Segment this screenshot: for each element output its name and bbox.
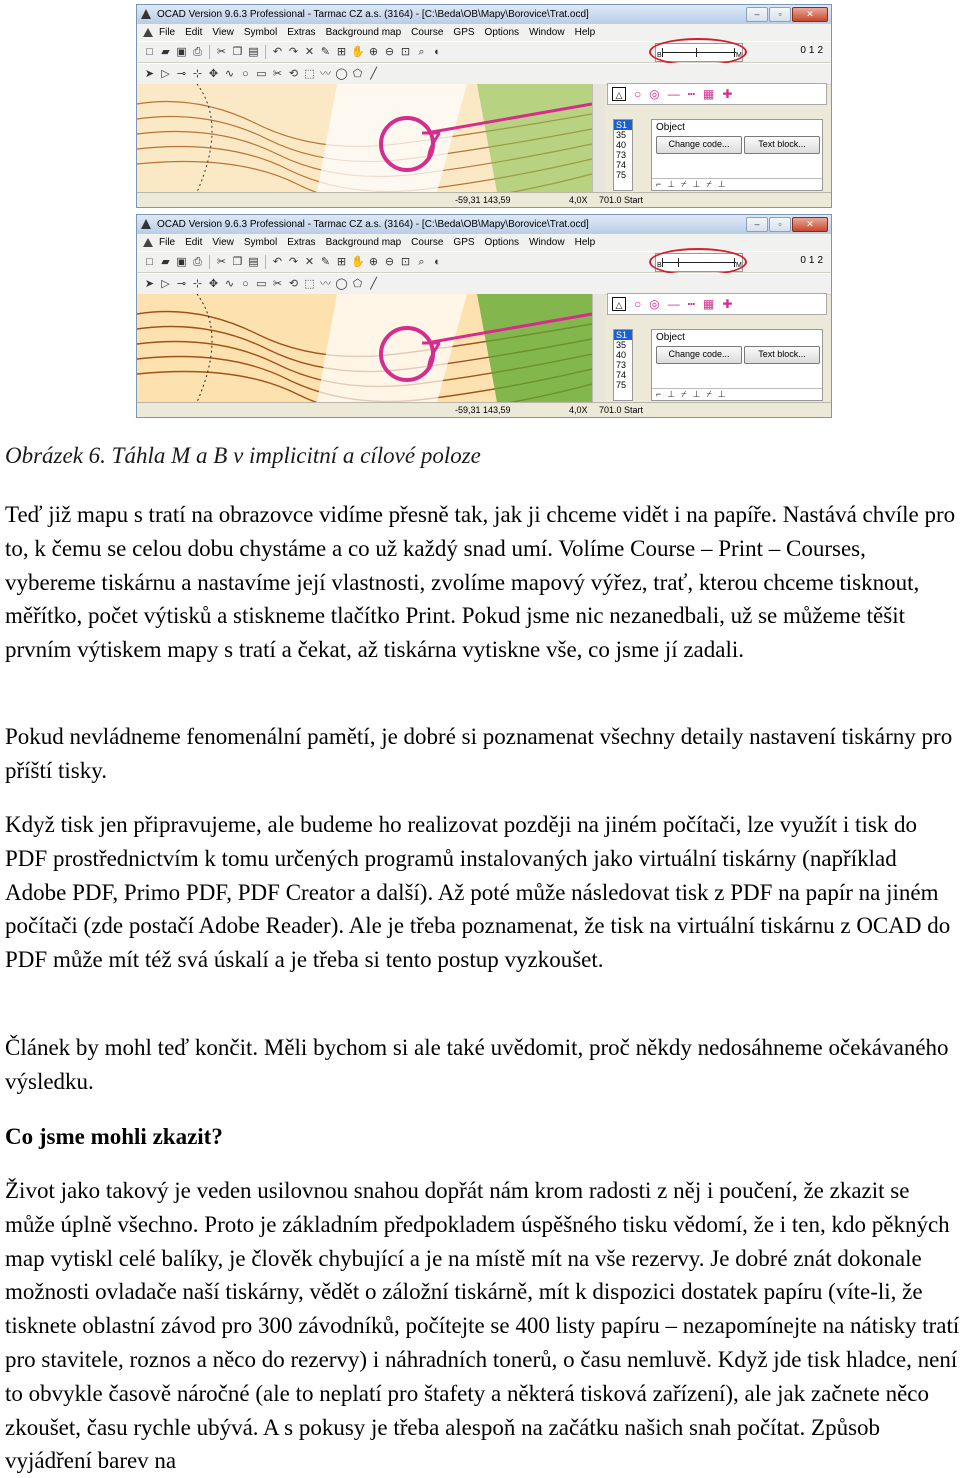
preview-icon[interactable]: ◐ bbox=[434, 255, 441, 268]
fill-icon[interactable]: ⬚ bbox=[304, 67, 315, 80]
forbidden-area-icon[interactable]: ▦ bbox=[702, 87, 715, 101]
map-drawing bbox=[137, 294, 592, 402]
vertex-tool-icon[interactable]: ⊹ bbox=[192, 67, 203, 80]
layer-1-label[interactable]: 1 bbox=[808, 45, 815, 56]
list-item[interactable]: 35 bbox=[616, 130, 627, 140]
paste-icon[interactable]: ▤ bbox=[248, 45, 259, 58]
course-panel bbox=[607, 84, 827, 192]
cut-icon[interactable]: ✂ bbox=[216, 45, 227, 58]
description-symbol-icon: ⊥ bbox=[692, 389, 701, 399]
rectangle-icon[interactable]: ▭ bbox=[256, 67, 267, 80]
workspace bbox=[137, 84, 831, 207]
hand-icon[interactable]: ✋ bbox=[351, 255, 365, 268]
status-coordinates: -59,31 143,59 bbox=[455, 195, 511, 205]
list-item[interactable]: 75 bbox=[616, 380, 627, 390]
course-symbol-bar bbox=[607, 293, 827, 315]
menu-view[interactable]: View bbox=[212, 237, 234, 248]
layer-0-label[interactable]: 0 bbox=[800, 255, 806, 266]
line-tool-icon[interactable]: ⊸ bbox=[176, 67, 187, 80]
text-block-button[interactable]: Text block... bbox=[744, 346, 820, 364]
description-symbols bbox=[652, 178, 822, 190]
new-file-icon[interactable]: □ bbox=[146, 255, 153, 268]
line-tool-icon[interactable]: ⊸ bbox=[176, 277, 187, 290]
minimize-button[interactable]: – bbox=[746, 7, 768, 22]
menu-course[interactable]: Course bbox=[411, 27, 444, 38]
crossing-point-icon[interactable]: ✚ bbox=[722, 87, 733, 101]
slider-m-label: M bbox=[736, 262, 742, 269]
status-start: 701.0 Start bbox=[599, 405, 644, 415]
copy-icon[interactable]: ❐ bbox=[232, 45, 243, 58]
section-heading: Co jsme mohli zkazit? bbox=[5, 1124, 223, 1149]
menu-gps[interactable]: GPS bbox=[453, 27, 475, 38]
status-start: 701.0 Start bbox=[599, 195, 644, 205]
menu-symbol[interactable]: Symbol bbox=[243, 237, 278, 248]
edit-object-icon[interactable]: ✎ bbox=[320, 255, 331, 268]
print-icon[interactable]: ⎙ bbox=[193, 255, 202, 268]
copy-icon[interactable]: ❐ bbox=[232, 255, 243, 268]
save-icon[interactable]: ▣ bbox=[176, 255, 187, 268]
title-bar bbox=[137, 5, 831, 24]
minimize-button[interactable]: – bbox=[746, 217, 768, 232]
circle-icon[interactable]: ○ bbox=[242, 67, 249, 80]
ellipse-icon[interactable]: ◯ bbox=[335, 67, 348, 80]
open-folder-icon[interactable]: ▰ bbox=[161, 255, 170, 268]
zoom-all-icon[interactable]: ⌕ bbox=[418, 255, 425, 268]
finish-circle-icon[interactable]: ◎ bbox=[649, 87, 660, 101]
redo-icon[interactable]: ↷ bbox=[288, 255, 299, 268]
layer-2-label[interactable]: 2 bbox=[817, 255, 823, 266]
list-item[interactable]: 75 bbox=[616, 170, 627, 180]
edit-point-icon[interactable]: ▷ bbox=[161, 277, 170, 290]
scissors-icon[interactable]: ✂ bbox=[272, 67, 283, 80]
map-control-number: 7 bbox=[420, 124, 443, 168]
freehand-icon[interactable]: 〰 bbox=[320, 277, 331, 290]
description-symbol-icon: ⊥ bbox=[692, 179, 701, 189]
ocad-window-1 bbox=[136, 4, 832, 208]
straight-line-icon[interactable]: ╱ bbox=[370, 277, 377, 290]
menu-edit[interactable]: Edit bbox=[185, 27, 203, 38]
zoom-out-icon[interactable]: ⊖ bbox=[384, 45, 395, 58]
map-view[interactable] bbox=[137, 84, 592, 192]
ellipse-icon[interactable]: ◯ bbox=[335, 277, 348, 290]
zoom-out-icon[interactable]: ⊖ bbox=[384, 255, 395, 268]
layer-0-label[interactable]: 0 bbox=[800, 45, 806, 56]
cut-icon[interactable]: ✂ bbox=[216, 255, 227, 268]
menu-edit[interactable]: Edit bbox=[185, 237, 203, 248]
menu-file[interactable]: File bbox=[159, 27, 176, 38]
scissors-icon[interactable]: ✂ bbox=[272, 277, 283, 290]
text-block-button[interactable]: Text block... bbox=[744, 136, 820, 154]
menu-file[interactable]: File bbox=[159, 237, 176, 248]
description-symbol-icon: ⊥ bbox=[667, 389, 676, 399]
control-circle-icon[interactable]: ○ bbox=[634, 297, 642, 311]
slider-b-label: B bbox=[657, 262, 662, 269]
rotate-icon[interactable]: ⟲ bbox=[288, 277, 299, 290]
vertex-tool-icon[interactable]: ⊹ bbox=[192, 277, 203, 290]
main-toolbar bbox=[137, 41, 831, 63]
forbidden-area-icon[interactable]: ▦ bbox=[702, 297, 715, 311]
list-item[interactable]: 73 bbox=[616, 150, 627, 160]
menu-view[interactable]: View bbox=[212, 27, 234, 38]
status-bar bbox=[137, 192, 831, 207]
edit-object-icon[interactable]: ✎ bbox=[320, 45, 331, 58]
paragraph: Článek by mohl teď končit. Měli bychom si ale také uvědomit, proč někdy nedosáhneme očekávaného výsledku. bbox=[5, 1035, 949, 1094]
map-view[interactable] bbox=[137, 294, 592, 402]
slider-m-label: M bbox=[736, 52, 742, 59]
menu-help[interactable]: Help bbox=[574, 237, 596, 248]
cursor-icon[interactable]: ➤ bbox=[144, 67, 155, 80]
map-drawing bbox=[137, 84, 592, 192]
paste-icon[interactable]: ▤ bbox=[248, 255, 259, 268]
undo-icon[interactable]: ↶ bbox=[272, 45, 283, 58]
menu-extras[interactable]: Extras bbox=[287, 237, 316, 248]
zoom-all-icon[interactable]: ⌕ bbox=[418, 45, 425, 58]
curve-icon[interactable]: ∿ bbox=[224, 277, 235, 290]
change-code-button[interactable]: Change code... bbox=[656, 346, 742, 364]
status-bar bbox=[137, 402, 831, 417]
hand-icon[interactable]: ✋ bbox=[351, 45, 365, 58]
description-symbol-icon: ⊥ bbox=[717, 389, 726, 399]
undo-icon[interactable]: ↶ bbox=[272, 255, 283, 268]
zoom-in-icon[interactable]: ⊕ bbox=[368, 255, 379, 268]
menu-help[interactable]: Help bbox=[574, 27, 596, 38]
rotate-icon[interactable]: ⟲ bbox=[288, 67, 299, 80]
fill-icon[interactable]: ⬚ bbox=[304, 277, 315, 290]
marked-route-icon[interactable]: ┅ bbox=[687, 87, 695, 101]
paragraph: Pokud nevládneme fenomenální pamětí, je dobré si poznamenat všechny detaily nastavení tiskárny pro příští tisky. bbox=[5, 724, 953, 783]
ocad-window-2 bbox=[136, 214, 832, 418]
zoom-window-icon[interactable]: ⊡ bbox=[400, 255, 411, 268]
list-item[interactable]: 74 bbox=[616, 370, 627, 380]
object-panel-title: Object bbox=[656, 122, 685, 133]
marked-route-icon[interactable]: ┅ bbox=[687, 297, 695, 311]
paragraph: Teď již mapu s tratí na obrazovce vidíme přesně tak, jak ji chceme vidět i na papíře. Nastává chvíle pro to, k čemu se celou dobu chystáme a co už každý snad umí. Volíme Course – Print – Courses, vybereme tiskárnu a nastavíme její vlastnosti, zvolíme mapový výřez, trať, kterou chceme tisknout, měřítko, počet výtisků a stiskneme tlačítko Print. Pokud jsme nic nezanedbali, už se můžeme těšit prvním výtiskem mapy s tratí a čekat, až tiskárna vytiskne vše, co jsme jí zadali. bbox=[5, 502, 956, 663]
slider-b-label: B bbox=[657, 52, 662, 59]
delete-icon[interactable]: ✕ bbox=[304, 45, 315, 58]
list-item[interactable]: 74 bbox=[616, 160, 627, 170]
course-line-icon[interactable]: ― bbox=[667, 297, 680, 311]
main-toolbar bbox=[137, 251, 831, 273]
zoom-in-icon[interactable]: ⊕ bbox=[368, 45, 379, 58]
menu-background-map[interactable]: Background map bbox=[325, 27, 402, 38]
freehand-icon[interactable]: 〰 bbox=[320, 67, 331, 80]
window-title: OCAD Version 9.6.3 Professional - Tarmac CZ a.s. (3164) - [C:\Beda\OB\Mapy\Borovice\Trat.ocd] bbox=[157, 219, 589, 230]
menu-extras[interactable]: Extras bbox=[287, 27, 316, 38]
preview-icon[interactable]: ◐ bbox=[434, 45, 441, 58]
ocad-menu-icon[interactable] bbox=[143, 28, 153, 38]
start-triangle-icon[interactable]: △ bbox=[612, 297, 626, 311]
crossing-point-icon[interactable]: ✚ bbox=[722, 297, 733, 311]
control-list[interactable] bbox=[613, 329, 633, 401]
description-symbols bbox=[652, 388, 822, 400]
title-bar bbox=[137, 215, 831, 234]
paragraph: Život jako takový je veden usilovnou snahou dopřát nám krom radosti z něj i poučení, že zkazit se může úplně všechno. Proto je základním předpokladem úspěšného tisku vědomí, že i ten, kdo pěkných map vytiskl celé balíky, je člověk chybující a je na místě mít na vše rezervy. Je dobré znát dokonale možnosti ovladače naší tiskárny, vědět o záložní tiskárně, mít k dispozici dostatek papíru (víte-li, že tisknete oblastní závod pro 300 závodníků, počítejte se 400 listy papíru – nezapomínejte na nátisky tratí pro stavitele, roznos a něco do rezervy) i náhradních tonerů, o času nemluvě. Když jde tisk hladce, není to obvykle časově náročné (ale to neplatí pro štafety a některá tisková zařízení), ale jak začnete něco zkoušet, času rychle ubývá. A s pokusy je třeba alespoň na začátku našich snah počítat. Způsob vyjádření barev na bbox=[5, 1178, 960, 1474]
list-item[interactable]: 40 bbox=[616, 350, 627, 360]
polygon-icon[interactable]: ⬠ bbox=[352, 277, 363, 290]
map-vertical-scrollbar[interactable] bbox=[592, 84, 605, 192]
map-vertical-scrollbar[interactable] bbox=[592, 294, 605, 402]
grid-icon[interactable]: ⊞ bbox=[336, 45, 347, 58]
status-zoom: 4,0X bbox=[569, 195, 588, 205]
maximize-button[interactable]: ▫ bbox=[769, 217, 791, 232]
circle-icon[interactable]: ○ bbox=[242, 277, 249, 290]
course-panel bbox=[607, 294, 827, 402]
highlight-ellipse bbox=[649, 38, 747, 66]
new-file-icon[interactable]: □ bbox=[146, 45, 153, 58]
close-button[interactable]: ✕ bbox=[792, 7, 828, 22]
edit-point-icon[interactable]: ▷ bbox=[161, 67, 170, 80]
workspace bbox=[137, 294, 831, 417]
list-item[interactable]: S1 bbox=[614, 330, 632, 340]
description-symbol-icon: ⌿ bbox=[681, 179, 687, 189]
toolbar-divider bbox=[209, 45, 210, 59]
map-control-number: 7 bbox=[420, 334, 443, 378]
zoom-window-icon[interactable]: ⊡ bbox=[400, 45, 411, 58]
description-symbol-icon: ⌿ bbox=[681, 389, 687, 399]
menu-background-map[interactable]: Background map bbox=[325, 237, 402, 248]
list-item[interactable]: 73 bbox=[616, 360, 627, 370]
course-symbol-bar bbox=[607, 83, 827, 105]
toolbar-divider bbox=[265, 255, 266, 269]
layer-1-label[interactable]: 1 bbox=[808, 255, 815, 266]
menu-course[interactable]: Course bbox=[411, 237, 444, 248]
polygon-icon[interactable]: ⬠ bbox=[352, 67, 363, 80]
list-item[interactable]: 40 bbox=[616, 140, 627, 150]
menu-bar bbox=[137, 234, 831, 251]
ocad-logo-icon bbox=[141, 219, 152, 230]
delete-icon[interactable]: ✕ bbox=[304, 255, 315, 268]
description-symbol-icon: ⌿ bbox=[706, 389, 712, 399]
toolbar-divider bbox=[209, 255, 210, 269]
move-icon[interactable]: ✥ bbox=[208, 277, 219, 290]
list-item[interactable]: 35 bbox=[616, 340, 627, 350]
ocad-logo-icon bbox=[141, 9, 152, 20]
maximize-button[interactable]: ▫ bbox=[769, 7, 791, 22]
description-symbol-icon: ⌐ bbox=[656, 179, 662, 189]
rectangle-icon[interactable]: ▭ bbox=[256, 277, 267, 290]
object-panel-title: Object bbox=[656, 332, 685, 343]
drawing-toolbar bbox=[137, 273, 831, 295]
open-folder-icon[interactable]: ▰ bbox=[161, 45, 170, 58]
status-zoom: 4,0X bbox=[569, 405, 588, 415]
layer-2-label[interactable]: 2 bbox=[817, 45, 823, 56]
description-symbol-icon: ⌐ bbox=[656, 389, 662, 399]
print-icon[interactable]: ⎙ bbox=[193, 45, 202, 58]
finish-circle-icon[interactable]: ◎ bbox=[649, 297, 660, 311]
close-button[interactable]: ✕ bbox=[792, 217, 828, 232]
menu-window[interactable]: Window bbox=[529, 237, 565, 248]
menu-symbol[interactable]: Symbol bbox=[243, 27, 278, 38]
control-circle-icon[interactable]: ○ bbox=[634, 87, 642, 101]
save-icon[interactable]: ▣ bbox=[176, 45, 187, 58]
highlight-ellipse bbox=[649, 248, 747, 276]
toolbar-divider bbox=[265, 45, 266, 59]
course-line-icon[interactable]: ― bbox=[667, 87, 680, 101]
start-triangle-icon[interactable]: △ bbox=[612, 87, 626, 101]
description-symbol-icon: ⊥ bbox=[667, 179, 676, 189]
straight-line-icon[interactable]: ╱ bbox=[370, 67, 377, 80]
menu-options[interactable]: Options bbox=[484, 237, 520, 248]
object-panel bbox=[651, 119, 823, 191]
window-title: OCAD Version 9.6.3 Professional - Tarmac CZ a.s. (3164) - [C:\Beda\OB\Mapy\Borovice\Trat.ocd] bbox=[157, 9, 589, 20]
drawing-toolbar bbox=[137, 63, 831, 85]
redo-icon[interactable]: ↷ bbox=[288, 45, 299, 58]
control-list[interactable] bbox=[613, 119, 633, 191]
description-symbol-icon: ⌿ bbox=[706, 179, 712, 189]
ocad-menu-icon[interactable] bbox=[143, 238, 153, 248]
object-panel bbox=[651, 329, 823, 401]
curve-icon[interactable]: ∿ bbox=[224, 67, 235, 80]
list-item[interactable]: S1 bbox=[614, 120, 632, 130]
change-code-button[interactable]: Change code... bbox=[656, 136, 742, 154]
menu-options[interactable]: Options bbox=[484, 27, 520, 38]
cursor-icon[interactable]: ➤ bbox=[144, 277, 155, 290]
grid-icon[interactable]: ⊞ bbox=[336, 255, 347, 268]
menu-gps[interactable]: GPS bbox=[453, 237, 475, 248]
menu-bar bbox=[137, 24, 831, 41]
figure-caption: Obrázek 6. Táhla M a B v implicitní a cílové poloze bbox=[5, 443, 481, 468]
menu-window[interactable]: Window bbox=[529, 27, 565, 38]
move-icon[interactable]: ✥ bbox=[208, 67, 219, 80]
status-coordinates: -59,31 143,59 bbox=[455, 405, 511, 415]
paragraph: Když tisk jen připravujeme, ale budeme ho realizovat později na jiném počítači, lze využít i tisk do PDF prostřednictvím k tomu určených programů instalovaných jako virtuální tiskárny (například Adobe PDF, Primo PDF, PDF Creator a další). Až poté může následovat tisk z PDF na papír na jiném počítači (zde postačí Adobe Reader). Ale je třeba poznamenat, že tisk na virtuální tiskárnu z OCAD do PDF může mít též svá úskalí a je třeba si tento postup vyzkoušet. bbox=[5, 812, 951, 973]
description-symbol-icon: ⊥ bbox=[717, 179, 726, 189]
